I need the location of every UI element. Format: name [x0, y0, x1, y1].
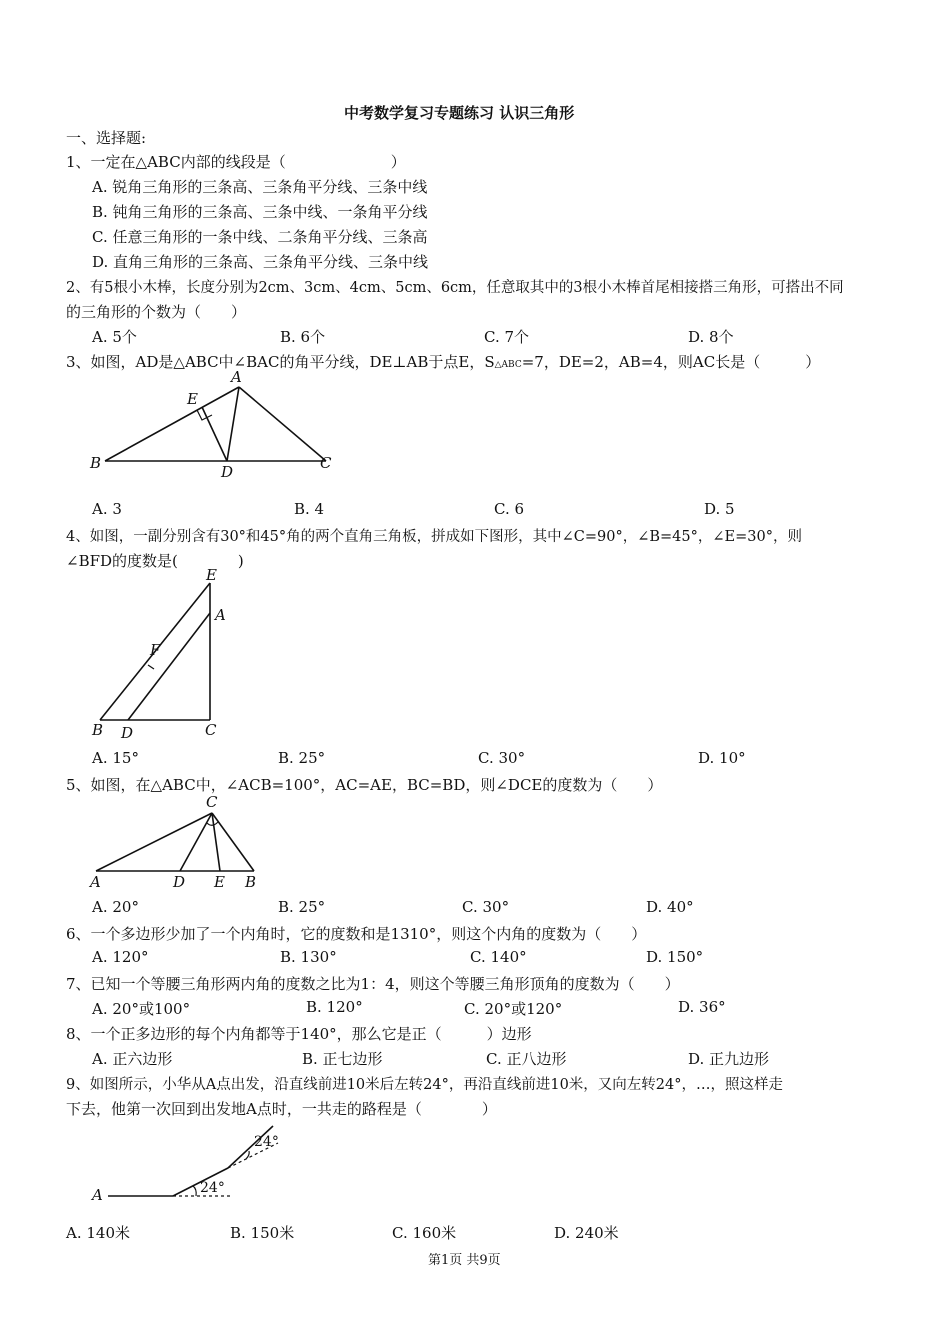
q5-option-d: D. 40°	[646, 898, 694, 916]
q4-label-c: C	[205, 721, 217, 739]
q4-option-c: C. 30°	[478, 749, 526, 767]
q4-label-a: A	[215, 606, 226, 624]
q1-option-a: A. 锐角三角形的三条高、三条角平分线、三条中线	[92, 178, 428, 196]
q9-angle-label-1: 24°	[200, 1180, 225, 1196]
q6-option-a: A. 120°	[92, 948, 149, 966]
q6-stem: 6、一个多边形少加了一个内角时，它的度数和是1310°，则这个内角的度数为（ ）	[66, 925, 647, 943]
q1-stem: 1、一定在△ABC内部的线段是（ ）	[66, 153, 406, 171]
q5-stem: 5、如图，在△ABC中，∠ACB=100°，AC=AE，BC=BD，则∠DCE的度数为（ ）	[66, 776, 663, 794]
q2-option-a: A. 5个	[92, 328, 137, 346]
q4-option-a: A. 15°	[92, 749, 139, 767]
q3-figure	[88, 368, 338, 483]
q3-stem: 3、如图，AD是△ABC中∠BAC的角平分线，DE⊥AB于点E，S△ABC=7，DE=2，AB=4，则AC长是（ ）	[66, 353, 821, 371]
q4-segment-da	[128, 613, 210, 720]
q2-option-b: B. 6个	[280, 328, 326, 346]
q5-label-b: B	[245, 873, 257, 890]
q7-option-a: A. 20°或100°	[92, 1000, 191, 1018]
q5-option-a: A. 20°	[92, 898, 139, 916]
q8-stem: 8、一个正多边形的每个内角都等于140°，那么它是正（ ）边形	[66, 1025, 532, 1043]
q9-stem-line2: 下去，他第一次回到出发地A点时，一共走的路程是（ ）	[66, 1100, 497, 1118]
q9-stem-line1: 9、如图所示，小华从A点出发，沿直线前进10米后左转24°，再沿直线前进10米，又向左转24°，…，照这样走	[66, 1077, 783, 1093]
q3-label-b: B	[90, 454, 102, 472]
q8-option-d: D. 正九边形	[688, 1050, 770, 1068]
q4-stem-line1: 4、如图，一副分别含有30°和45°角的两个直角三角板，拼成如下图形，其中∠C=90°，∠B=45°，∠E=30°，则	[66, 529, 802, 545]
q4-figure	[88, 565, 248, 745]
q1-option-d: D. 直角三角形的三条高、三条角平分线、三条中线	[92, 253, 429, 271]
q5-figure	[88, 790, 268, 890]
q8-option-b: B. 正七边形	[302, 1050, 383, 1068]
q4-label-f: F	[150, 641, 161, 659]
q3-option-a: A. 3	[92, 500, 122, 518]
q3-segment-ba	[105, 387, 239, 461]
q3-option-c: C. 6	[494, 500, 525, 518]
q1-option-b: B. 钝角三角形的三条高、三条中线、一条角平分线	[92, 203, 428, 221]
q5-label-c: C	[206, 793, 218, 811]
q9-option-c: C. 160米	[392, 1224, 457, 1242]
q5-label-d: D	[173, 873, 186, 890]
q4-option-d: D. 10°	[698, 749, 746, 767]
q5-label-a: A	[90, 873, 101, 890]
q6-option-c: C. 140°	[470, 948, 527, 966]
q3-label-a: A	[231, 368, 242, 386]
q9-option-a: A. 140米	[66, 1224, 130, 1242]
q9-figure	[88, 1118, 288, 1208]
q9-option-b: B. 150米	[230, 1224, 295, 1242]
q5-option-b: B. 25°	[278, 898, 326, 916]
q6-option-d: D. 150°	[646, 948, 704, 966]
q7-option-b: B. 120°	[306, 998, 363, 1016]
q2-option-d: D. 8个	[688, 328, 734, 346]
q7-stem: 7、已知一个等腰三角形两内角的度数之比为1：4，则这个等腰三角形顶角的度数为（ ）	[66, 975, 680, 993]
q6-option-b: B. 130°	[280, 948, 337, 966]
q4-stem-line2: ∠BFD的度数是( )	[66, 552, 244, 570]
q9-angle-arc-1	[193, 1186, 196, 1196]
q4-label-e: E	[206, 566, 217, 584]
q2-stem-line1: 2、有5根小木棒，长度分别为2cm、3cm、4cm、5cm、6cm，任意取其中的3根小木棒首尾相接搭三角形，可搭出不同	[66, 280, 844, 296]
page-title: 中考数学复习专题练习 认识三角形	[344, 104, 575, 122]
q5-angle-arc	[207, 822, 218, 825]
q5-segment-ac	[96, 813, 212, 871]
q3-label-e: E	[187, 390, 198, 408]
q3-label-c: C	[320, 454, 332, 472]
q3-option-d: D. 5	[704, 500, 735, 518]
page-footer: 第1页 共9页	[428, 1253, 501, 1268]
q9-option-d: D. 240米	[554, 1224, 619, 1242]
q4-tick-mark	[148, 665, 154, 669]
q9-angle-arc-2	[246, 1151, 249, 1159]
q9-label-a: A	[92, 1186, 103, 1204]
q4-option-b: B. 25°	[278, 749, 326, 767]
q2-stem-line2: 的三角形的个数为（ ）	[66, 303, 247, 321]
q8-option-c: C. 正八边形	[486, 1050, 567, 1068]
q3-segment-ac	[239, 387, 326, 461]
q8-option-a: A. 正六边形	[92, 1050, 173, 1068]
q3-segment-de	[202, 407, 227, 461]
q3-option-b: B. 4	[294, 500, 325, 518]
section-heading: 一、选择题:	[66, 129, 147, 147]
q2-option-c: C. 7个	[484, 328, 530, 346]
q9-angle-label-2: 24°	[254, 1134, 279, 1150]
q3-segment-ad	[227, 387, 239, 461]
q7-option-d: D. 36°	[678, 998, 726, 1016]
q5-label-e: E	[214, 873, 225, 890]
q4-label-d: D	[121, 724, 134, 742]
q5-option-c: C. 30°	[462, 898, 510, 916]
q7-option-c: C. 20°或120°	[464, 1000, 563, 1018]
q3-label-d: D	[221, 463, 234, 481]
q4-label-b: B	[92, 721, 104, 739]
q1-option-c: C. 任意三角形的一条中线、二条角平分线、三条高	[92, 228, 428, 246]
